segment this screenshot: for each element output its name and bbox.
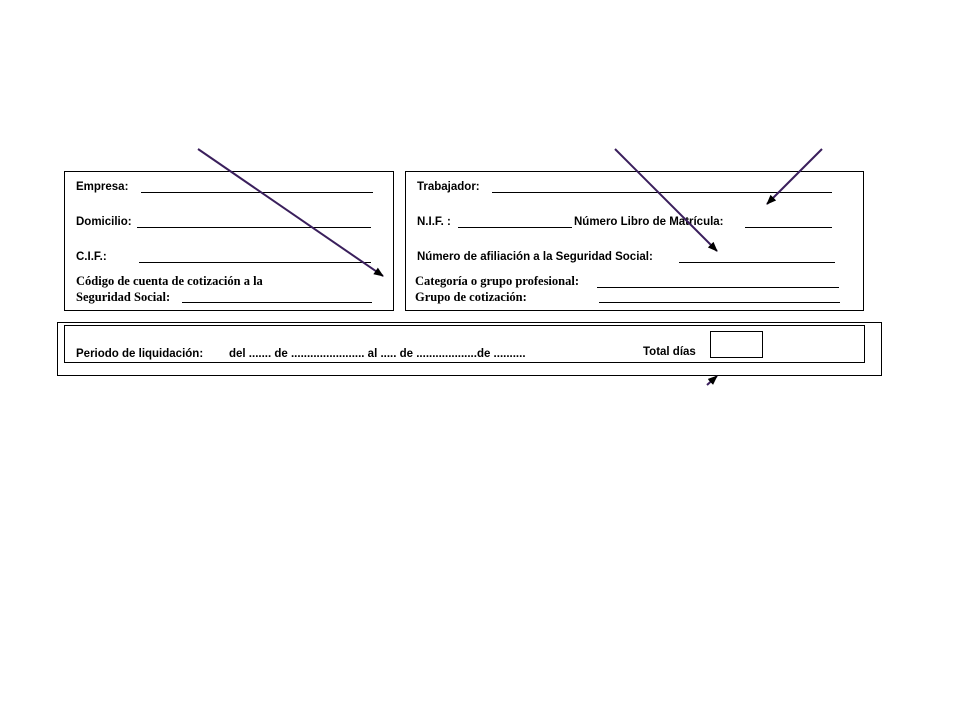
codigo-cuenta-label-line1: Código de cuenta de cotización a la xyxy=(76,274,263,288)
libro-matricula-label: Número Libro de Matrícula: xyxy=(574,216,724,228)
nif-label: N.I.F. : xyxy=(417,216,451,228)
arrow-to-afiliacion xyxy=(615,149,717,251)
afiliacion-label: Número de afiliación a la Seguridad Social: xyxy=(417,251,653,263)
periodo-dates[interactable]: del ....... de ....................... al ..... de ...................de .......... xyxy=(229,348,526,360)
total-dias-label: Total días xyxy=(643,346,696,358)
empresa-label: Empresa: xyxy=(76,181,129,193)
domicilio-label: Domicilio: xyxy=(76,216,132,228)
arrow-to-total-dias xyxy=(707,376,717,385)
periodo-label: Periodo de liquidación: xyxy=(76,348,204,360)
arrow-to-codigo-cuenta xyxy=(198,149,383,276)
trabajador-label: Trabajador: xyxy=(417,181,480,193)
categoria-label: Categoría o grupo profesional: xyxy=(415,274,579,288)
codigo-cuenta-label-line2: Seguridad Social: xyxy=(76,290,171,304)
cif-label: C.I.F.: xyxy=(76,251,107,263)
grupo-cotizacion-label: Grupo de cotización: xyxy=(415,290,527,304)
arrow-to-libro-matricula xyxy=(767,149,822,204)
